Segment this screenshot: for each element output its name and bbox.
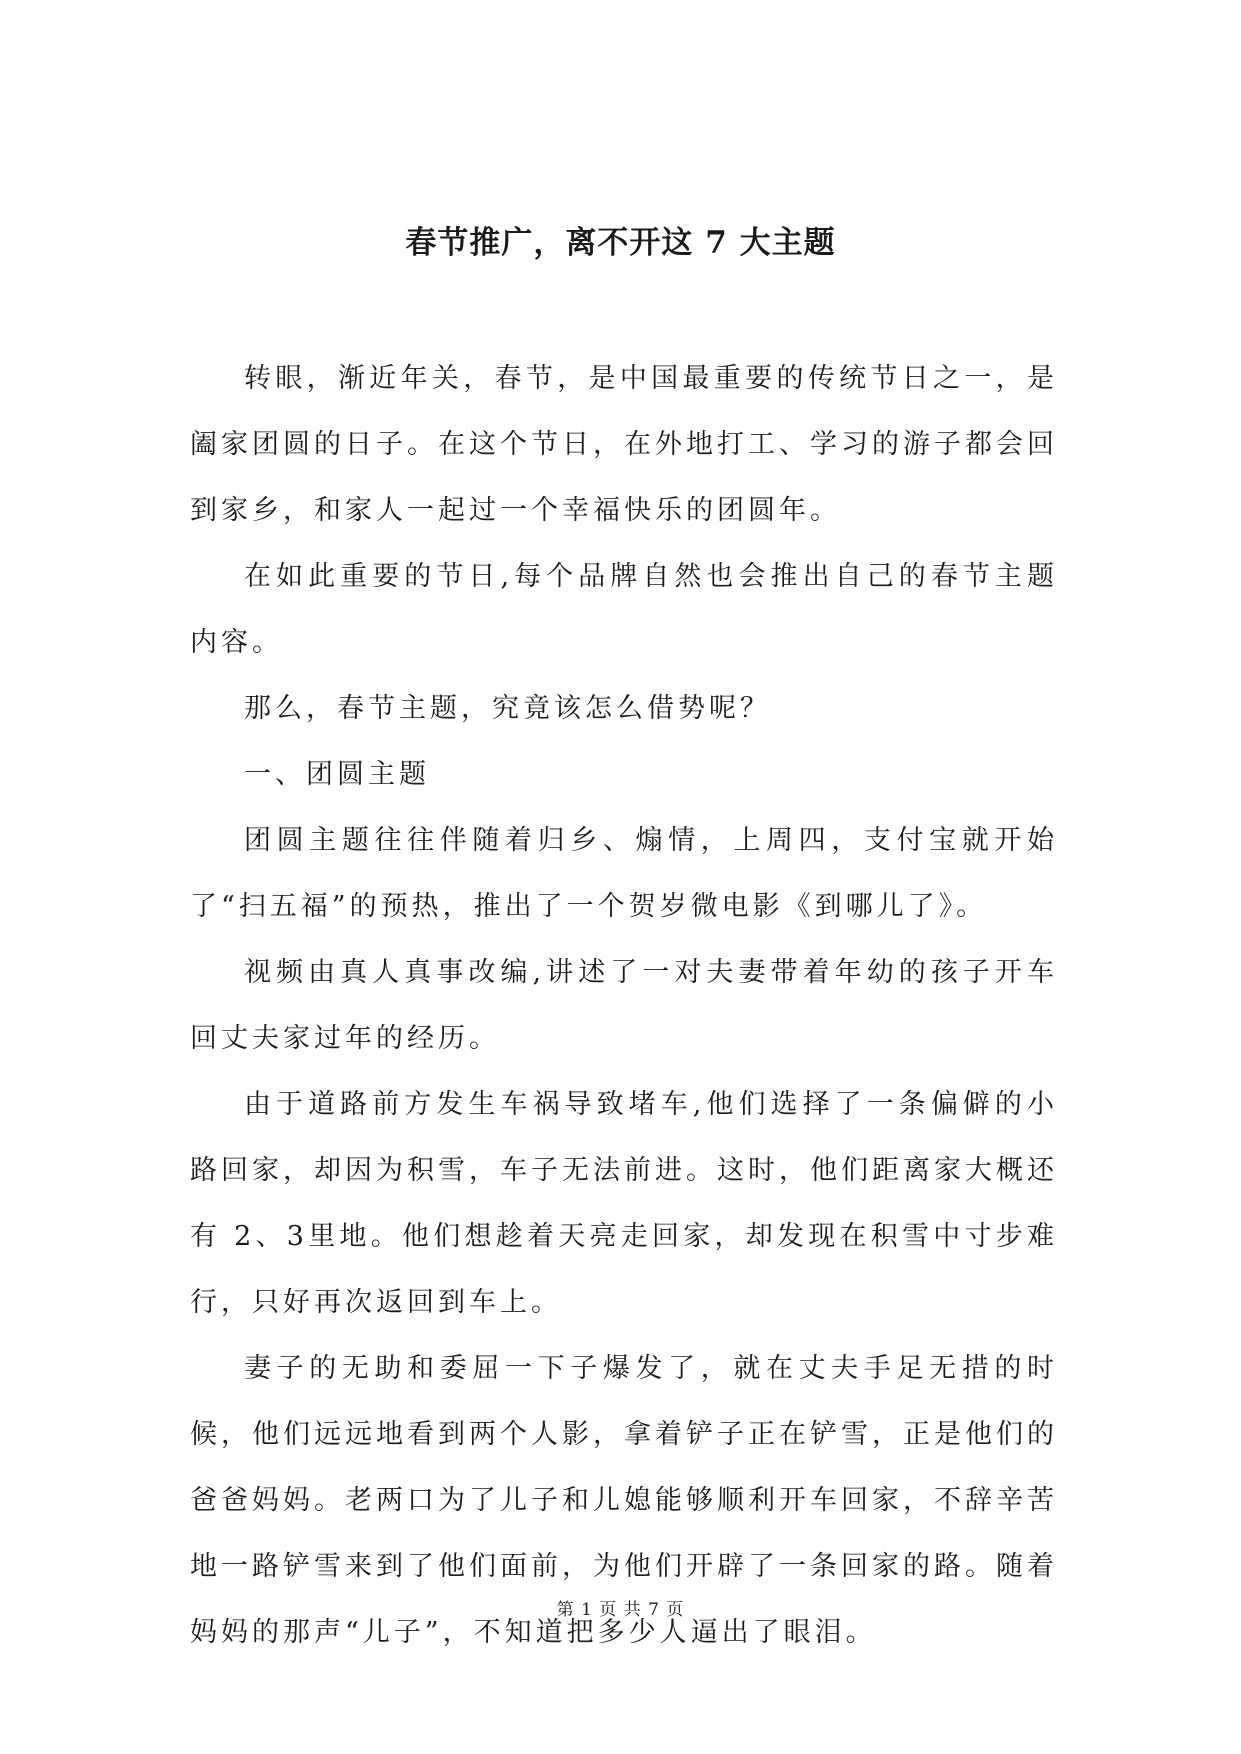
paragraph-reunion-theme: 团圆主题往往伴随着归乡、煽情，上周四，支付宝就开始了“扫五福”的预热，推出了一个贺岁微电影《到哪儿了》。 bbox=[190, 825, 1058, 922]
paragraph-video: 视频由真人真事改编,讲述了一对夫妻带着年幼的孩子开车回丈夫家过年的经历。 bbox=[190, 957, 1058, 1054]
section-heading-reunion: 一、团圆主题 bbox=[244, 759, 430, 790]
document-body bbox=[190, 346, 1058, 1666]
document-title: 春节推广，离不开这 7 大主题 bbox=[405, 225, 836, 261]
paragraph-parents: 妻子的无助和委屈一下子爆发了，就在丈夫手足无措的时候，他们远远地看到两个人影，拿着铲子正在铲雪，正是他们的爸爸妈妈。老两口为了儿子和儿媳能够顺利开车回家，不辞辛苦地一路铲雪来到了他们面前，为他们开辟了一条回家的路。随着妈妈的那声“儿子”，不知道把多少人逼出了眼泪。 bbox=[190, 1353, 1058, 1648]
paragraph-road: 由于道路前方发生车祸导致堵车,他们选择了一条偏僻的小路回家，却因为积雪，车子无法前进。这时，他们距离家大概还有 2、3里地。他们想趁着天亮走回家，却发现在积雪中寸步难行，只好再次返回到车上。 bbox=[190, 1089, 1058, 1318]
page-footer: 第 1 页 共 7 页 bbox=[556, 1600, 685, 1620]
paragraph-intro: 转眼，渐近年关，春节，是中国最重要的传统节日之一，是阖家团圆的日子。在这个节日，在外地打工、学习的游子都会回到家乡，和家人一起过一个幸福快乐的团圆年。 bbox=[190, 363, 1058, 526]
paragraph-brands: 在如此重要的节日,每个品牌自然也会推出自己的春节主题内容。 bbox=[190, 561, 1058, 658]
paragraph-question: 那么，春节主题，究竟该怎么借势呢？ bbox=[244, 693, 771, 724]
